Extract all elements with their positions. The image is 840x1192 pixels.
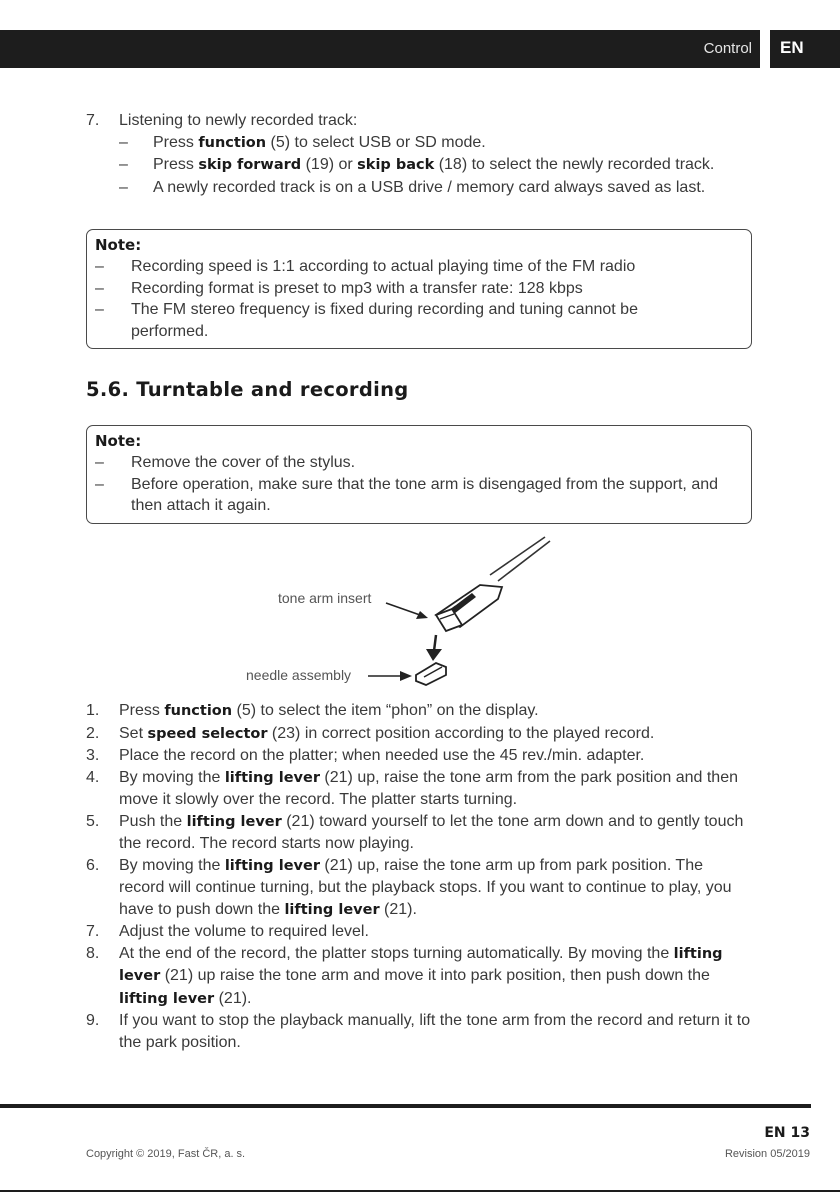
step: 5. Push the lifting lever (21) toward yourself to let the tone arm down and to gently touch the record. The record starts now playing. xyxy=(86,812,744,852)
section-label: Control xyxy=(703,40,752,57)
step: 8. At the end of the record, the platter stops turning automatically. By moving the lifting lever (21) up raise the tone arm and move it into park position, then push down the lifting lever (21). xyxy=(86,944,723,1007)
note-item: – Before operation, make sure that the tone arm is disengaged from the support, and then attach it again. xyxy=(95,474,741,517)
revision: Revision 05/2019 xyxy=(724,1148,810,1160)
label-tone-arm-insert: tone arm insert xyxy=(278,590,372,606)
note-title: Note: xyxy=(95,432,142,450)
note-box xyxy=(86,229,752,349)
page-number: EN 13 xyxy=(764,1125,810,1141)
instruction-item-7 xyxy=(86,110,736,198)
note-title: Note: xyxy=(95,236,142,254)
language-tab xyxy=(770,30,840,68)
note-box xyxy=(86,425,752,524)
label-needle-assembly: needle assembly xyxy=(246,667,352,683)
bullet: – A newly recorded track is on a USB drive / memory card always saved as last. xyxy=(119,177,736,199)
note-item: – The FM stereo frequency is fixed during recording and tuning cannot be performed. xyxy=(95,299,741,342)
note-item: – Remove the cover of the stylus. xyxy=(95,452,741,474)
bullet: – Press skip forward (19) or skip back (18) to select the newly recorded track. xyxy=(119,154,736,177)
step: 2. Set speed selector (23) in correct position according to the played record. xyxy=(86,724,655,742)
note-item: – Recording speed is 1:1 according to actual playing time of the FM radio xyxy=(95,256,741,278)
tone-arm-illustration xyxy=(240,535,570,695)
section-heading: 5.6. Turntable and recording xyxy=(86,378,409,401)
note-item: – Recording format is preset to mp3 with a transfer rate: 128 kbps xyxy=(95,278,741,300)
step: 6. By moving the lifting lever (21) up, raise the tone arm up from park position. The record will continue turning, but the playback stops. If you want to continue to play, you have to push down the lifting lever (21). xyxy=(86,856,732,918)
step: 4. By moving the lifting lever (21) up, raise the tone arm from the park position and then move it slowly over the record. The platter starts turning. xyxy=(86,768,738,808)
step: 3. Place the record on the platter; when needed use the 45 rev./min. adapter. xyxy=(86,747,645,764)
footer-rule xyxy=(0,1104,811,1108)
bullet: – Press function (5) to select USB or SD mode. xyxy=(119,132,736,155)
step: 1. Press function (5) to select the item “phon” on the display. xyxy=(86,702,539,719)
step: 7. Adjust the volume to required level. xyxy=(86,923,369,940)
copyright: Copyright © 2019, Fast ČR, a. s. xyxy=(86,1148,246,1160)
language-label: EN xyxy=(780,38,804,57)
step: 9. If you want to stop the playback manually, lift the tone arm from the record and return it to the park position. xyxy=(86,1012,751,1051)
stylus-figure xyxy=(240,535,570,695)
steps-list xyxy=(86,700,752,1053)
header-bar xyxy=(0,30,760,68)
item-text: Listening to newly recorded track: xyxy=(119,112,358,129)
item-number: 7. xyxy=(86,112,100,129)
